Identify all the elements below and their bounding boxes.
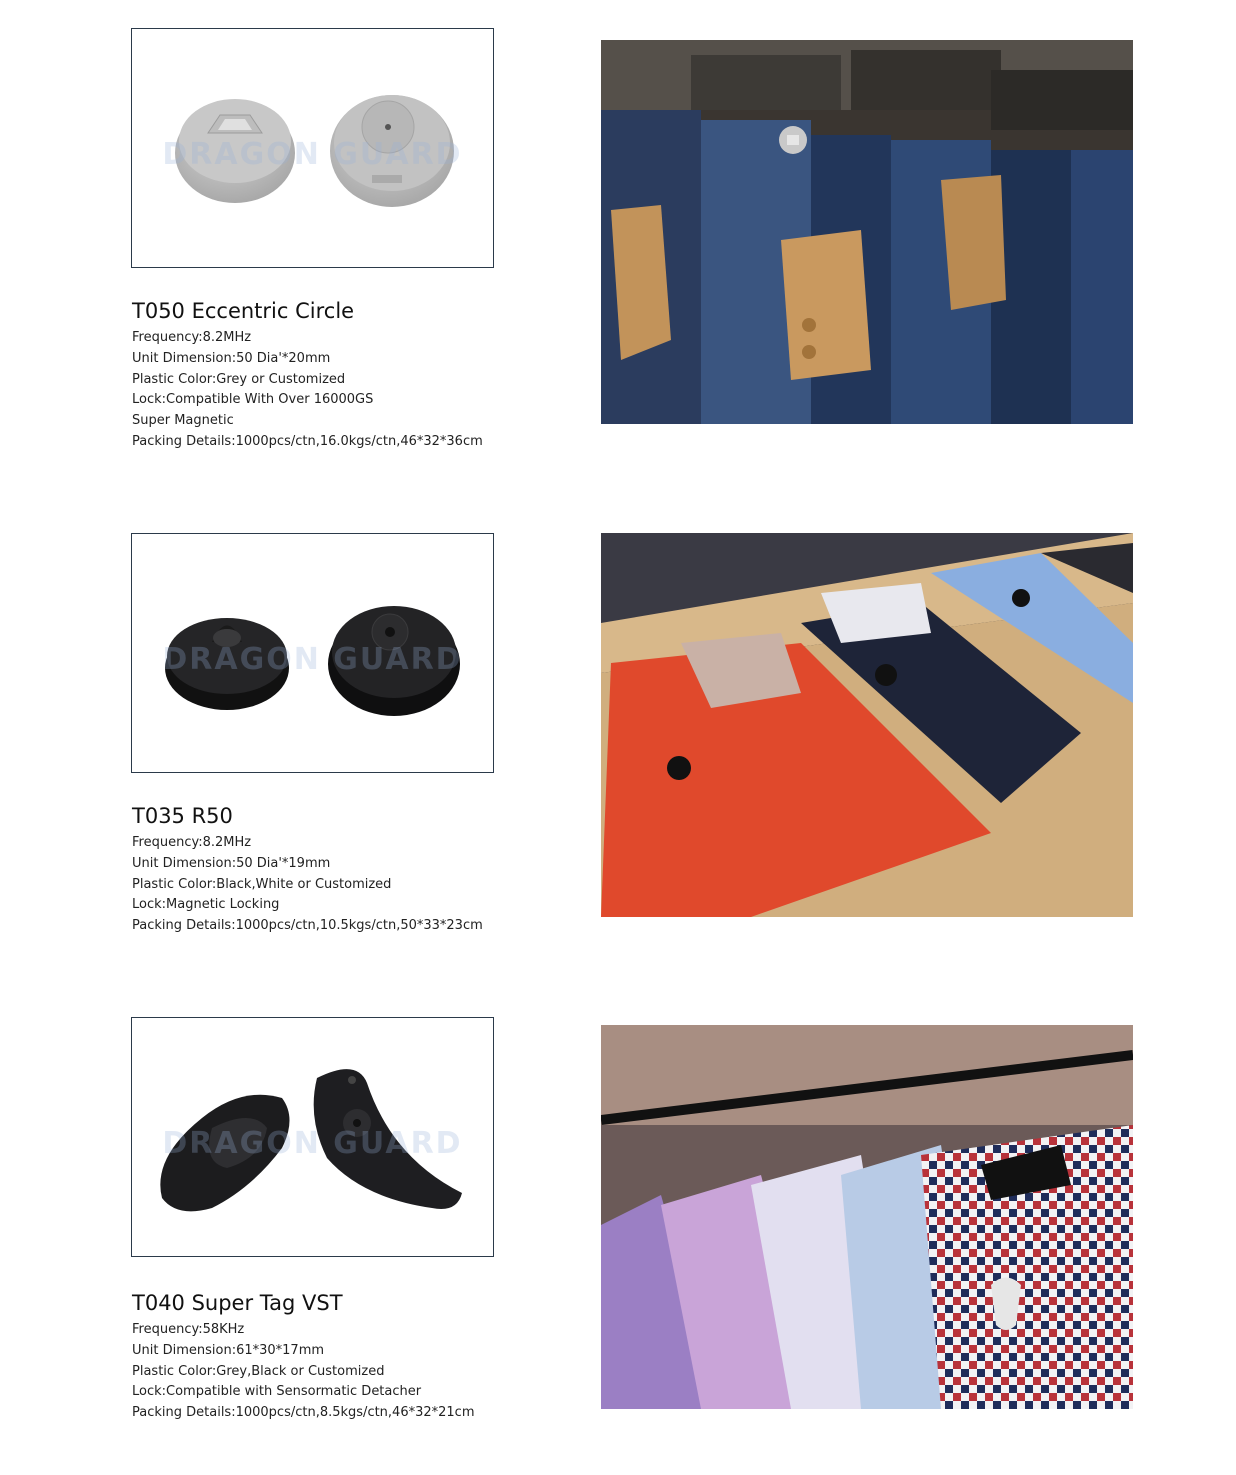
product-photo-jeans [601, 40, 1133, 424]
spec-dimension: Unit Dimension:61*30*17mm [132, 1342, 325, 1358]
watermark-text: DRAGON GUARD [162, 642, 463, 677]
spec-lock: Lock:Magnetic Locking [132, 897, 280, 913]
spec-color: Plastic Color:Black,White or Customized [132, 876, 392, 892]
watermark-text: DRAGON GUARD [162, 1126, 463, 1161]
product-photo-sweaters [601, 533, 1133, 917]
spec-dimension: Unit Dimension:50 Dia'*20mm [132, 350, 331, 366]
spec-lock: Lock:Compatible With Over 16000GS [132, 392, 374, 408]
product-title: T040 Super Tag VST [132, 1291, 343, 1315]
spec-lock: Lock:Compatible with Sensormatic Detacher [132, 1384, 422, 1400]
spec-frequency: Frequency:8.2MHz [132, 330, 252, 345]
product-photo-shirts [601, 1025, 1133, 1409]
product-image-t040 [131, 1017, 494, 1257]
spec-frequency: Frequency:58KHz [132, 1322, 245, 1337]
spec-packing: Packing Details:1000pcs/ctn,10.5kgs/ctn,50*33*23cm [132, 918, 483, 934]
watermark-text: DRAGON GUARD [162, 137, 463, 172]
spec-frequency: Frequency:8.2MHz [132, 835, 252, 850]
product-info-t035 [132, 803, 582, 937]
spec-magnetic: Super Magnetic [132, 413, 234, 429]
product-image-t035 [131, 533, 494, 773]
spec-dimension: Unit Dimension:50 Dia'*19mm [132, 855, 331, 871]
spec-packing: Packing Details:1000pcs/ctn,16.0kgs/ctn,46*32*36cm [132, 433, 483, 449]
product-info-t050 [132, 298, 582, 453]
spec-packing: Packing Details:1000pcs/ctn,8.5kgs/ctn,46*32*21cm [132, 1405, 475, 1421]
spec-color: Plastic Color:Grey or Customized [132, 371, 346, 387]
product-image-t050 [131, 28, 494, 268]
product-title: T035 R50 [132, 804, 233, 828]
spec-color: Plastic Color:Grey,Black or Customized [132, 1363, 385, 1379]
product-info-t040 [132, 1290, 582, 1424]
product-title: T050 Eccentric Circle [132, 299, 355, 323]
